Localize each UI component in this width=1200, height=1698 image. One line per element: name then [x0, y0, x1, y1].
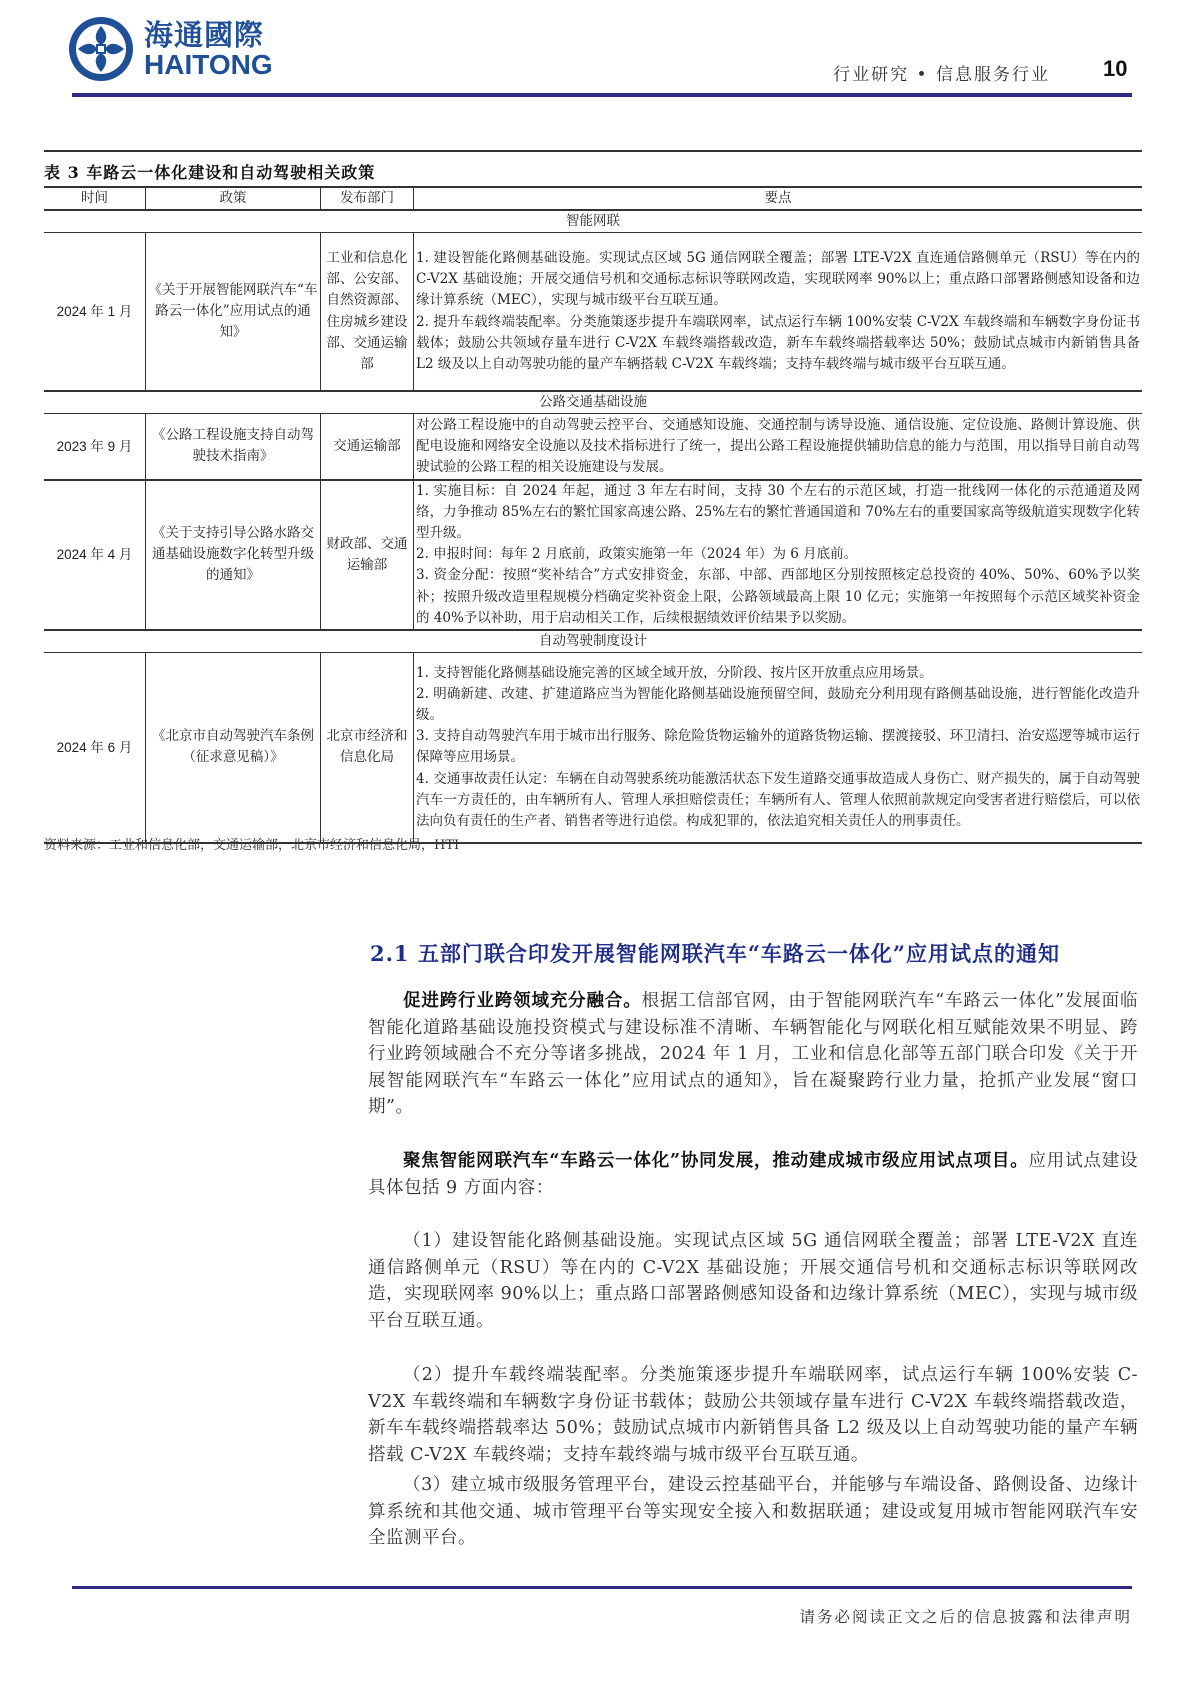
cell-dept: 交通运输部 [321, 414, 414, 480]
paragraph-lead: 促进跨行业跨领域充分融合。 [403, 991, 642, 1011]
point-item: 2. 提升车载终端装配率。分类施策逐步提升车端联网率，试点运行车辆 100%安装 C-V2X 车载终端和车辆数字身份证书载体；鼓励公共领域存量车进行 C-V2X 车载终端搭载改造，新车车载终端搭载率达 50%；鼓励试点城市内新销售具备 L2 级及以上自动驾驶功能的量产车辆搭载 C-V2X 车载终端；支持车载终端与城市级平台互联互通。 [416, 313, 1140, 373]
point-item: 1. 建设智能化路侧基础设施。实现试点区域 5G 通信网联全覆盖；部署 LTE-V2X 直连通信路侧单元（RSU）等在内的 C-V2X 基础设施；开展交通信号机和交通标志标识等联网改造，实现联网率 90%以上；重点路口部署路侧感知设备和边缘计算系统（MEC），实现与城市级平台互联互通。 [416, 250, 1140, 309]
point-item: 4. 交通事故责任认定：车辆在自动驾驶系统功能激活状态下发生道路交通事故造成人身伤亡、财产损失的，属于自动驾驶汽车一方责任的，由车辆所有人、管理人承担赔偿责任；车辆所有人、管理人依照前款规定向受害者进行赔偿后，可以依法向负有责任的生产者、销售者等进行追偿。构成犯罪的，依法追究相关责任人的刑事责任。 [416, 770, 1140, 830]
header-divider [72, 93, 1132, 97]
haitong-logo-icon [66, 14, 136, 84]
table-header-row [44, 187, 1142, 210]
paragraph [368, 1228, 1138, 1334]
paragraph-text: （1）建设智能化路侧基础设施。实现试点区域 5G 通信网联全覆盖；部署 LTE-V2X 直连通信路侧单元（RSU）等在内的 C-V2X 基础设施；开展交通信号机和交通标志标识等联网改造，实现联网率 90%以上；重点路口部署路侧感知设备和边缘计算系统（MEC），实现与城市级平台互联互通。 [368, 1231, 1138, 1331]
column-header-policy: 政策 [146, 187, 321, 210]
logo-english: HAITONG [144, 49, 273, 80]
paragraph [368, 1148, 1138, 1201]
column-header-time: 时间 [44, 187, 146, 210]
cell-time: 2023 年 9 月 [44, 414, 146, 480]
cell-time: 2024 年 4 月 [44, 480, 146, 630]
section-row [44, 630, 1142, 653]
table-row [44, 480, 1142, 630]
cell-points [414, 233, 1143, 391]
column-header-dept: 发布部门 [321, 187, 414, 210]
paragraph-text: 根据工信部官网，由于智能网联汽车“车路云一体化”发展面临智能化道路基础设施投资模式与建设标准不清晰、车辆智能化与网联化相互赋能效果不明显、跨行业跨领域融合不充分等诸多挑战，2024 年 1 月，工业和信息化部等五部门联合印发《关于开展智能网联汽车“车路云一体化”应用试点的通知》，旨在凝聚跨行业力量，抢抓产业发展“窗口期”。 [368, 991, 1138, 1117]
paragraph [368, 988, 1138, 1121]
point-item: 2. 申报时间：每年 2 月底前，政策实施第一年（2024 年）为 6 月底前。 [416, 546, 858, 563]
paragraph [368, 1362, 1138, 1468]
logo-chinese: 海通國際 [144, 18, 265, 52]
paragraph-text: （3）建立城市级服务管理平台，建设云控基础平台，并能够与车端设备、路侧设备、边缘计算系统和其他交通、城市管理平台等实现安全接入和数据联通；建设或复用城市智能网联汽车安全监测平台。 [368, 1475, 1138, 1548]
cell-policy: 《公路工程设施支持自动驾驶技术指南》 [146, 414, 321, 480]
table-top-rule [44, 150, 1142, 152]
paragraph-lead: 聚焦智能网联汽车“车路云一体化”协同发展，推动建成城市级应用试点项目。 [403, 1151, 1029, 1171]
paragraph-text: 应用试点建设具体包括 9 方面内容： [368, 1151, 1138, 1198]
report-category: 行业研究 • 信息服务行业 [833, 65, 1050, 85]
policy-table [44, 186, 1142, 844]
cell-points [414, 653, 1143, 843]
footer-divider [72, 1586, 1132, 1589]
point-item: 1. 实施目标：自 2024 年起，通过 3 年左右时间，支持 30 个左右的示范区域，打造一批线网一体化的示范通道及网络，力争推动 85%左右的繁忙国家高速公路、25%左右的繁忙普通国道和 70%左右的重要国家高等级航道实现数字化转型升级。 [416, 482, 1140, 542]
table-row [44, 233, 1142, 391]
section-heading: 2.1 五部门联合印发开展智能网联汽车“车路云一体化”应用试点的通知 [370, 941, 1061, 966]
paragraph-text: （2）提升车载终端装配率。分类施策逐步提升车端联网率，试点运行车辆 100%安装 C-V2X 车载终端和车辆数字身份证书载体；鼓励公共领域存量车进行 C-V2X 车载终端搭载改造，新车车载终端搭载率达 50%；鼓励试点城市内新销售具备 L2 级及以上自动驾驶功能的量产车辆搭载 C-V2X 车载终端；支持车载终端与城市级平台互联互通。 [368, 1365, 1138, 1465]
point-item: 3. 支持自动驾驶汽车用于城市出行服务、除危险货物运输外的道路货物运输、摆渡接驳、环卫清扫、治安巡逻等城市运行保障等应用场景。 [416, 728, 1140, 766]
cell-policy: 《北京市自动驾驶汽车条例（征求意见稿）》 [146, 653, 321, 843]
table-row [44, 414, 1142, 480]
section-label: 自动驾驶制度设计 [44, 630, 1142, 653]
section-row [44, 210, 1142, 233]
haitong-logo [66, 14, 273, 84]
disclaimer-note: 请务必阅读正文之后的信息披露和法律声明 [799, 1608, 1132, 1626]
cell-policy: 《关于开展智能网联汽车“车路云一体化”应用试点的通知》 [146, 233, 321, 391]
cell-points [414, 414, 1143, 480]
section-label: 公路交通基础设施 [44, 391, 1142, 414]
cell-time: 2024 年 1 月 [44, 233, 146, 391]
table-row [44, 653, 1142, 843]
table-title: 表 3 车路云一体化建设和自动驾驶相关政策 [44, 163, 376, 182]
cell-dept: 北京市经济和信息化局 [321, 653, 414, 843]
table-source-note: 资料来源：工业和信息化部，交通运输部，北京市经济和信息化局，HTI [44, 838, 460, 853]
cell-policy: 《关于支持引导公路水路交通基础设施数字化转型升级的通知》 [146, 480, 321, 630]
cell-time: 2024 年 6 月 [44, 653, 146, 843]
column-header-points: 要点 [414, 187, 1143, 210]
page-number: 10 [1103, 56, 1128, 81]
section-row [44, 391, 1142, 414]
point-item: 2. 明确新建、改建、扩建道路应当为智能化路侧基础设施预留空间，鼓励充分利用现有路侧基础设施，进行智能化改造升级。 [416, 685, 1140, 724]
point-item: 对公路工程设施中的自动驾驶云控平台、交通感知设施、交通控制与诱导设施、通信设施、定位设施、路侧计算设施、供配电设施和网络安全设施以及技术指标进行了统一，提出公路工程设施提供辅助信息的能力与范围，用以指导目前自动驾驶试验的公路工程的相关设施建设与发展。 [416, 416, 1140, 475]
section-label: 智能网联 [44, 210, 1142, 233]
point-item: 3. 资金分配：按照“奖补结合”方式安排资金，东部、中部、西部地区分别按照核定总投资的 40%、50%、60%予以奖补；按照升级改造里程规模分档确定奖补资金上限，公路领域最高上限 10 亿元；实施第一年按照每个示范区域奖补资金的 40%予以补助，用于启动相关工作，后续根据绩效评价结果予以奖励。 [416, 567, 1140, 626]
cell-points [414, 480, 1143, 630]
point-item: 1. 支持智能化路侧基础设施完善的区域全域开放，分阶段、按片区开放重点应用场景。 [416, 664, 933, 681]
paragraph [368, 1472, 1138, 1552]
cell-dept: 工业和信息化部、公安部、自然资源部、住房城乡建设部、交通运输部 [321, 233, 414, 391]
cell-dept: 财政部、交通运输部 [321, 480, 414, 630]
